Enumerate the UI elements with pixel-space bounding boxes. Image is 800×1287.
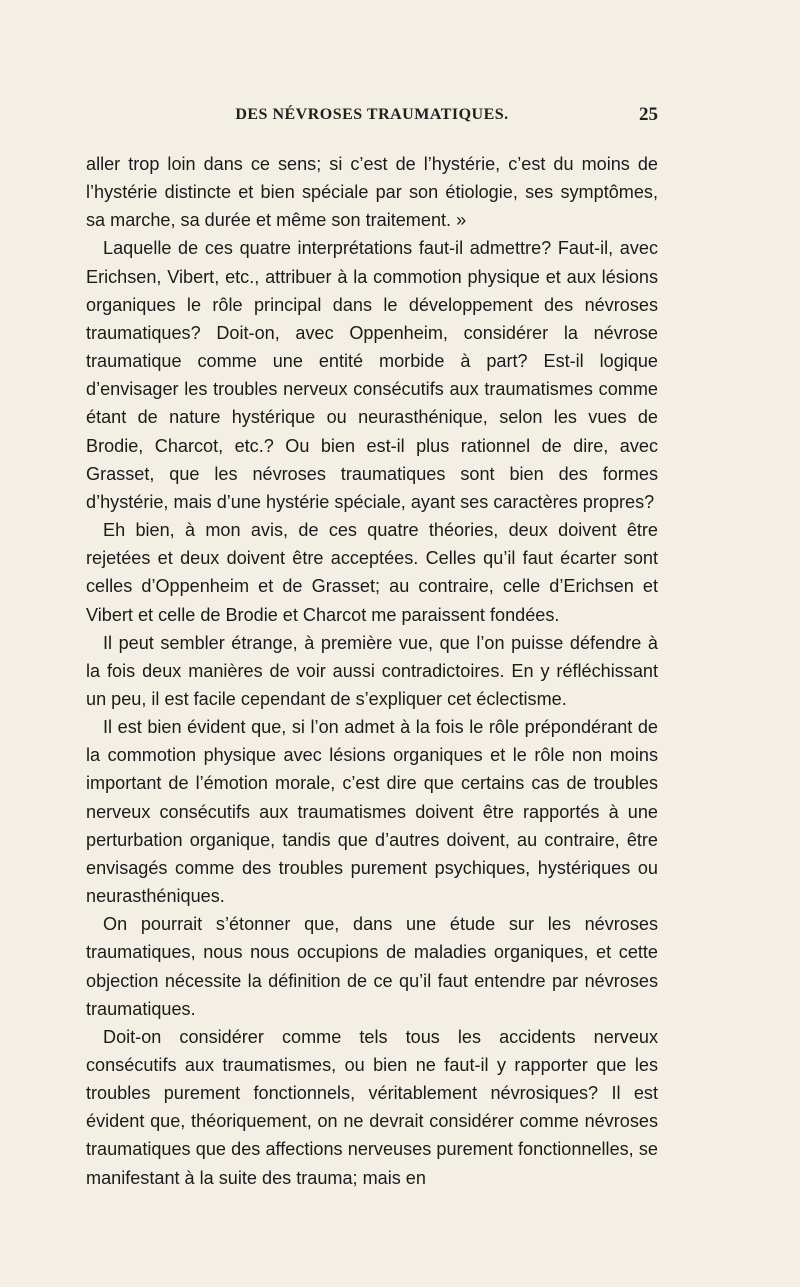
paragraph-2: Laquelle de ces quatre interprétations faut-il admettre? Faut-il, avec Erichsen, Vibert, etc., attribuer à la commotion physique et aux lésions organiques le rôle principal dans le développement des névroses traumatiques? Doit-on, avec Oppenheim, considérer la névrose traumatique comme une entité morbide à part? Est-il logique d’envisager les troubles nerveux consécutifs aux traumatismes comme étant de nature hystérique ou neurasthénique, selon les vues de Brodie, Charcot, etc.? Ou bien est-il plus rationnel de dire, avec Grasset, que les névroses traumatiques sont bien des formes d’hystérie, mais d’une hystérie spéciale, ayant ses caractères propres? bbox=[86, 238, 658, 512]
paragraph-3: Eh bien, à mon avis, de ces quatre théories, deux doivent être rejetées et deux doivent être acceptées. Celles qu’il faut écarter sont celles d’Oppenheim et de Grasset; au contraire, celle d’Erichsen et Vibert et celle de Brodie et Charcot me paraissent fondées. bbox=[86, 520, 658, 625]
paragraph-7: Doit-on considérer comme tels tous les accidents nerveux consécutifs aux traumatismes, ou bien ne faut-il y rapporter que les troubles purement fonctionnels, véritablement névrosiques? Il est évident que, théoriquement, on ne devrait considérer comme névroses traumatiques que des affections nerveuses purement fonctionnelles, se manifestant à la suite des trauma; mais en bbox=[86, 1026, 658, 1188]
paragraph-6: On pourrait s’étonner que, dans une étude sur les névroses traumatiques, nous nous occupions de maladies organiques, et cette objection nécessite la définition de ce qu’il faut entendre par névroses traumatiques. bbox=[86, 914, 658, 1019]
paragraph-1: aller trop loin dans ce sens; si c’est de l’hystérie, c’est du moins de l’hystérie distincte et bien spéciale par son étiologie, ses symptômes, sa marche, sa durée et même son traitement. » bbox=[86, 154, 658, 231]
page-header bbox=[86, 106, 658, 132]
page-number: 25 bbox=[639, 104, 658, 125]
paragraph-4: Il peut sembler étrange, à première vue, que l’on puisse défendre à la fois deux manières de voir aussi contradictoires. En y réfléchissant un peu, il est facile cependant de s’expliquer cet éclectisme. bbox=[86, 632, 658, 709]
body-text bbox=[86, 150, 658, 1192]
paragraph-5: Il est bien évident que, si l’on admet à la fois le rôle prépondérant de la commotion physique avec lésions organiques et le rôle non moins important de l’émotion morale, c’est dire que certains cas de troubles nerveux consécutifs aux traumatismes doivent être rapportés à une perturbation organique, tandis que d’autres doivent, au contraire, être envisagés comme des troubles purement psychiques, hystériques ou neurasthéniques. bbox=[86, 717, 658, 907]
running-head: DES NÉVROSES TRAUMATIQUES. bbox=[235, 106, 509, 123]
